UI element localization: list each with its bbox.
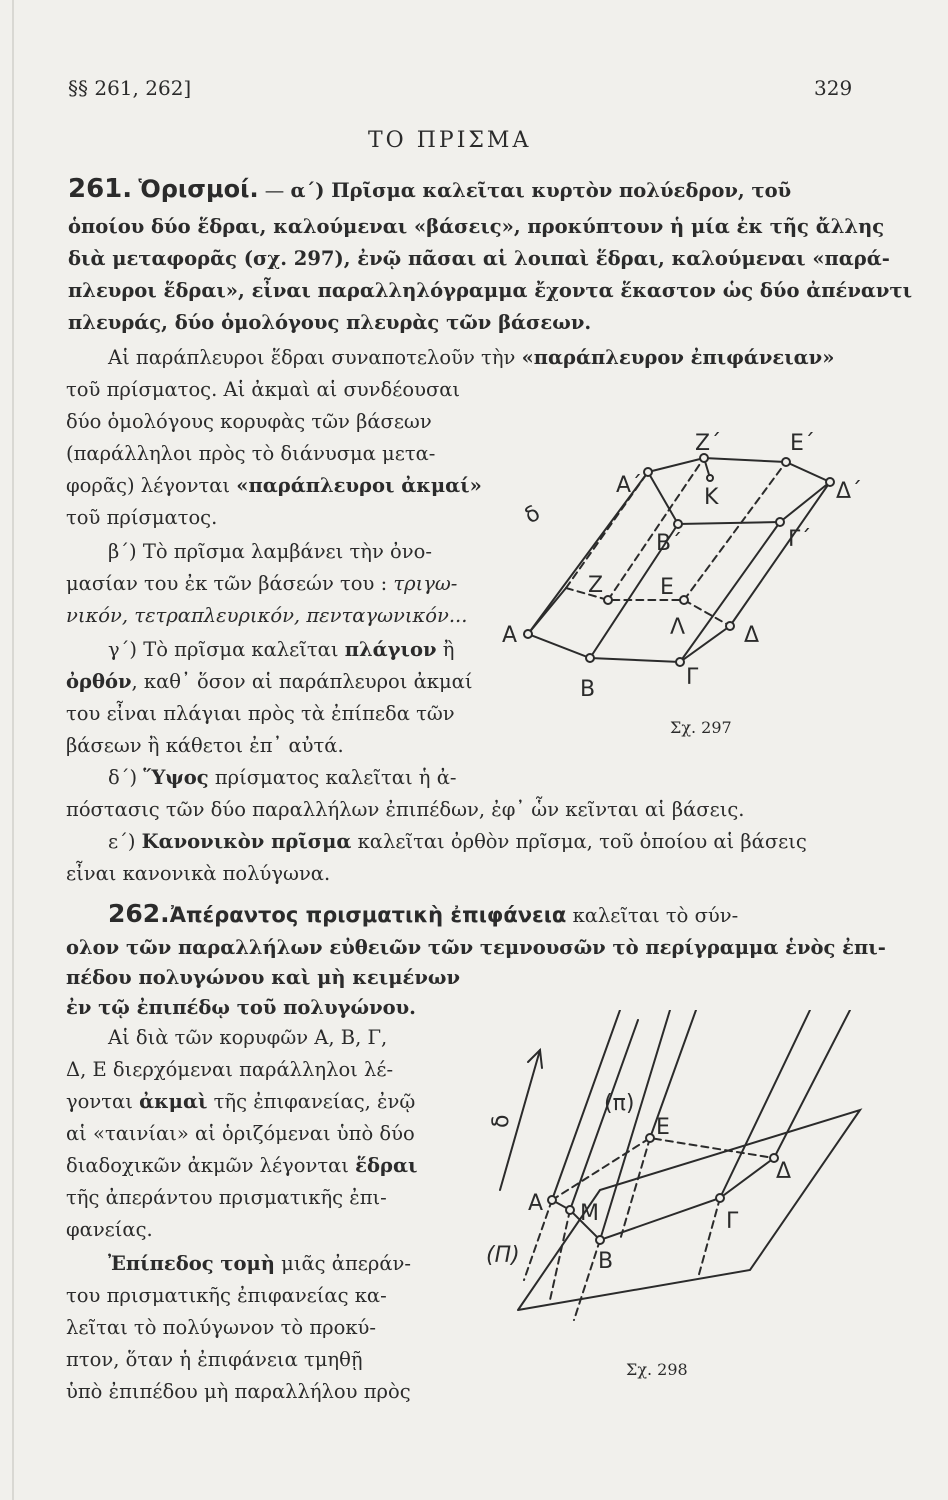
text-line: διὰ μεταφορᾶς (σχ. 297), ἐνῷ πᾶσαι αἱ λοιπαὶ ἕδραι, καλούμεναι «παρά- xyxy=(68,247,890,270)
s262-line-1 xyxy=(108,899,739,928)
label-B: B xyxy=(598,1249,614,1274)
text-line: μασίαν του ἐκ τῶν βάσεών του : τριγω- xyxy=(66,572,458,595)
page-edge-shadow xyxy=(12,0,14,1500)
label-A: A xyxy=(528,1191,544,1216)
text-line: ολον τῶν παραλλήλων εὐθειῶν τῶν τεμνουσῶν τὸ περίγραμμα ἑνὸς ἐπι- xyxy=(66,936,886,959)
s262-text: καλεῖται τὸ σύν- xyxy=(566,904,739,927)
text-line: (παράλληλοι πρὸς τὸ διάνυσμα μετα- xyxy=(66,442,436,465)
label-K: K xyxy=(704,485,719,510)
text-line: πλευροι ἕδραι», εἶναι παραλληλόγραμμα ἔχοντα ἕκαστον ὡς δύο ἀπέναντι xyxy=(68,279,913,302)
label-delta: δ xyxy=(520,500,545,530)
text-line: ὁποίου δύο ἕδραι, καλούμεναι «βάσεις», προκύπτουν ἡ μία ἐκ τῆς ἄλλης xyxy=(68,215,885,238)
term-lateral-edges: «παράπλευροι ἀκμαί» xyxy=(236,474,482,497)
text-line: β΄) Τὸ πρῖσμα λαμβάνει τὴν ὀνο- xyxy=(108,540,432,563)
text-line: Αἱ παράπλευροι ἕδραι συναποτελοῦν τὴν «παράπλευρον ἐπιφάνειαν» xyxy=(108,346,835,369)
term-lateral-surface: «παράπλευρον ἐπιφάνειαν» xyxy=(521,346,835,369)
running-head-sections: §§ 261, 262] xyxy=(68,76,192,100)
text-line: τῆς ἀπεράντου πρισματικῆς ἐπι- xyxy=(66,1186,387,1209)
text-line: πόστασις τῶν δύο παραλλήλων ἐπιπέδων, ἐφ᾽ ὧν κεῖνται αἱ βάσεις. xyxy=(66,798,745,821)
text-line: φορᾶς) λέγονται «παράπλευροι ἀκμαί» xyxy=(66,474,482,497)
text-line: τοῦ πρίσματος. xyxy=(66,506,218,529)
text-line: ὑπὸ ἐπιπέδου μὴ παραλλήλου πρὸς xyxy=(66,1380,411,1403)
label-A-prime: A΄ xyxy=(616,473,643,498)
text-line: λεῖται τὸ πολύγωνον τὸ προκύ- xyxy=(66,1316,376,1339)
text-line: δ΄) Ὕψος πρίσματος καλεῖται ἡ ἀ- xyxy=(108,766,457,789)
label-G: Γ xyxy=(686,665,699,690)
text-line: τοῦ πρίσματος. Αἱ ἀκμαὶ αἱ συνδέουσαι xyxy=(66,378,461,401)
label-L: Λ xyxy=(670,615,686,640)
label-B: B xyxy=(580,677,596,702)
s261-line-1 xyxy=(68,174,792,204)
label-D: Δ xyxy=(776,1159,792,1184)
s261-number: 261. xyxy=(68,174,133,204)
text-line: πέδου πολυγώνου καὶ μὴ κειμένων xyxy=(66,966,460,989)
label-A: A xyxy=(502,623,518,648)
figure-297-caption: Σχ. 297 xyxy=(670,718,732,737)
text-line: ὀρθόν, καθ᾽ ὅσον αἱ παράπλευροι ἀκμαί xyxy=(66,670,473,693)
label-M: M xyxy=(580,1201,599,1226)
text-line: πλευράς, δύο ὁμολόγους πλευρὰς τῶν βάσεων. xyxy=(68,311,592,334)
label-E: E xyxy=(656,1115,670,1140)
page-number: 329 xyxy=(814,76,853,100)
text-line: Δ, Ε διερχόμεναι παράλληλοι λέ- xyxy=(66,1058,394,1081)
text-line: Αἱ διὰ τῶν κορυφῶν Α, Β, Γ, xyxy=(108,1026,388,1049)
s261-heading: Ὁρισμοί. xyxy=(138,175,259,203)
figure-298-prismatic-surface xyxy=(470,1010,870,1330)
text-line: του πρισματικῆς ἐπιφανείας κα- xyxy=(66,1284,387,1307)
s261-dash: — xyxy=(258,179,291,202)
label-E-prime: E΄ xyxy=(790,431,815,456)
label-Z: Z xyxy=(588,573,604,598)
label-D: Δ xyxy=(744,623,760,648)
text-line: δύο ὁμολόγους κορυφὰς τῶν βάσεων xyxy=(66,410,432,433)
label-E: E xyxy=(660,575,674,600)
text-line: Ἐπίπεδος τομὴ μιᾶς ἀπεράν- xyxy=(108,1252,411,1275)
figure-298-caption: Σχ. 298 xyxy=(626,1360,688,1379)
text-line: του εἶναι πλάγιαι πρὸς τὰ ἐπίπεδα τῶν xyxy=(66,702,455,725)
s262-heading: Ἀπέραντος πρισματικὴ ἐπιφάνεια xyxy=(169,903,567,927)
text-line: ε΄) Κανονικὸν πρῖσμα καλεῖται ὀρθὸν πρῖσμα, τοῦ ὁποίου αἱ βάσεις xyxy=(108,830,807,853)
s261-text: α΄) Πρῖσμα καλεῖται κυρτὸν πολύεδρον, τοῦ xyxy=(290,179,792,202)
text-line: βάσεων ἢ κάθετοι ἐπ᾽ αὐτά. xyxy=(66,734,344,757)
figure-297-prism xyxy=(490,420,870,710)
text-line: διαδοχικῶν ἀκμῶν λέγονται ἕδραι xyxy=(66,1154,418,1177)
label-G-prime: Γ΄ xyxy=(788,527,812,552)
text-line: ἐν τῷ ἐπιπέδῳ τοῦ πολυγώνου. xyxy=(66,996,416,1019)
label-P: (Π) xyxy=(486,1243,520,1268)
s262-number: 262. xyxy=(108,899,170,928)
text-line: γονται ἀκμαὶ τῆς ἐπιφανείας, ἐνῷ xyxy=(66,1090,416,1113)
label-delta: δ xyxy=(489,1114,514,1128)
label-G: Γ xyxy=(726,1209,739,1234)
text-line: αἱ «ταινίαι» αἱ ὁριζόμεναι ὑπὸ δύο xyxy=(66,1122,415,1145)
text-line: γ΄) Τὸ πρῖσμα καλεῖται πλάγιον ἢ xyxy=(108,638,455,661)
text-line: πτον, ὅταν ἡ ἐπιφάνεια τμηθῇ xyxy=(66,1348,363,1371)
label-pi: (π) xyxy=(604,1091,635,1116)
text-line: εἶναι κανονικὰ πολύγωνα. xyxy=(66,862,331,885)
label-B-prime: B΄ xyxy=(656,531,683,556)
chapter-title: ΤΟ ΠΡΙΣΜΑ xyxy=(368,128,532,153)
label-D-prime: Δ΄ xyxy=(836,479,863,504)
label-Z-prime: Z΄ xyxy=(695,431,722,456)
text-line: φανείας. xyxy=(66,1218,153,1241)
text-line: νικόν, τετραπλευρικόν, πενταγωνικόν... xyxy=(66,604,468,627)
